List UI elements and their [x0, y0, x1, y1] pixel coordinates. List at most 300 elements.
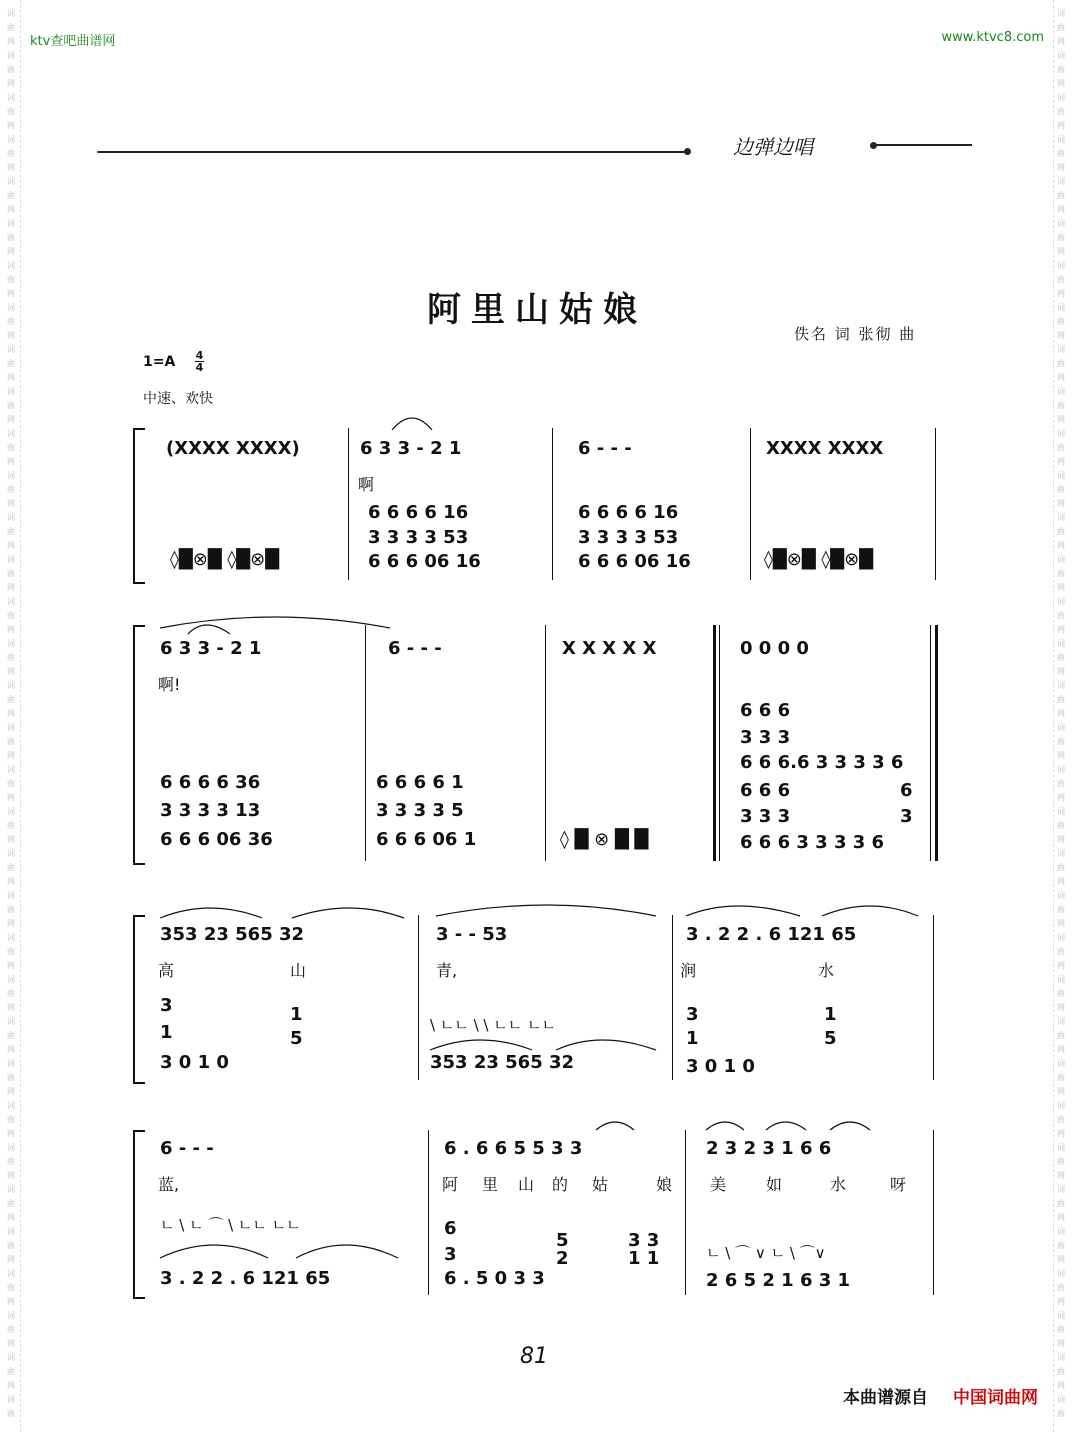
chord-line: 2 6 5 2 1 6 3 1: [706, 1270, 851, 1291]
chord-note: 5: [290, 1028, 303, 1049]
side-watermark-char: 网: [7, 1003, 15, 1012]
side-watermark-char: 词: [7, 765, 15, 774]
lyric: 高: [158, 961, 175, 980]
side-watermark-char: 网: [7, 457, 15, 466]
side-watermark-char: 曲: [7, 1073, 15, 1082]
chord-line: 6 6 6: [740, 700, 791, 721]
chord-line: 6 6 6 3 3 3 3 6: [740, 832, 885, 853]
side-watermark-char: 词: [7, 387, 15, 396]
side-watermark-char: 网: [7, 79, 15, 88]
side-watermark-char: 曲: [7, 1199, 15, 1208]
slur: [556, 1040, 656, 1050]
side-watermark-char: 词: [1057, 345, 1065, 354]
side-watermark-char: 网: [7, 751, 15, 760]
side-watermark-char: 词: [1057, 849, 1065, 858]
side-watermark-char: 曲: [7, 233, 15, 242]
side-watermark-char: 曲: [1057, 485, 1065, 494]
side-watermark-char: 曲: [7, 1157, 15, 1166]
side-watermark-char: 网: [7, 1087, 15, 1096]
side-watermark-char: 曲: [1057, 1241, 1065, 1250]
side-watermark-char: 词: [7, 429, 15, 438]
side-watermark-char: 词: [7, 1017, 15, 1026]
side-watermark-char: 词: [1057, 1059, 1065, 1068]
side-watermark-char: 曲: [7, 695, 15, 704]
side-watermark-char: 曲: [1057, 653, 1065, 662]
side-watermark-char: 词: [7, 1143, 15, 1152]
side-watermark-char: 网: [1057, 961, 1065, 970]
side-watermark-char: 曲: [7, 443, 15, 452]
melody-measure: 3 . 2 2 . 6 121 65: [686, 924, 857, 945]
side-watermark-char: 网: [7, 373, 15, 382]
side-watermark-char: 曲: [1057, 443, 1065, 452]
side-watermark-char: 词: [1057, 219, 1065, 228]
slur: [686, 906, 800, 916]
side-watermark-char: 网: [1057, 1339, 1065, 1348]
chord-note: 6: [444, 1218, 457, 1239]
side-watermark-char: 曲: [7, 653, 15, 662]
lyric: 青,: [436, 961, 458, 980]
chord-line: 3 . 2 2 . 6 121 65: [160, 1268, 331, 1289]
side-watermark-char: 网: [1057, 1255, 1065, 1264]
side-watermark-char: 词: [1057, 723, 1065, 732]
lyric: 啊: [358, 475, 375, 494]
side-watermark-char: 词: [1057, 51, 1065, 60]
melody-measure: 2 3 2 3 1 6 6: [706, 1138, 832, 1159]
side-watermark-char: 网: [7, 1129, 15, 1138]
chord-line: 3 3 3 3 13: [160, 800, 261, 821]
side-watermark-char: 网: [1057, 415, 1065, 424]
side-watermark-char: 网: [7, 415, 15, 424]
chord-line: 6 6 6 6 16: [578, 502, 679, 523]
side-watermark-char: 词: [7, 849, 15, 858]
percussion-pattern: ◊ █ ⊗ █ █: [560, 829, 649, 850]
side-watermark-char: 网: [7, 835, 15, 844]
slur: [188, 625, 230, 634]
side-watermark-char: 词: [1057, 93, 1065, 102]
side-watermark-char: 词: [7, 639, 15, 648]
side-watermark-char: 词: [1057, 1353, 1065, 1362]
side-watermark-char: 曲: [7, 1241, 15, 1250]
side-watermark-char: 曲: [1057, 317, 1065, 326]
side-watermark-char: 词: [7, 1269, 15, 1278]
lyric: 呀: [890, 1175, 907, 1194]
slur: [436, 905, 656, 916]
chord-line: 6 6 6 06 16: [578, 551, 691, 572]
side-watermark-char: 网: [7, 919, 15, 928]
chord-note: 1: [686, 1028, 699, 1049]
side-watermark-char: 曲: [7, 611, 15, 620]
side-watermark-char: 词: [7, 807, 15, 816]
side-watermark-char: 词: [1057, 135, 1065, 144]
side-watermark-char: 曲: [1057, 821, 1065, 830]
strum-marks: \ ㄴㄴ \ \ ㄴㄴ ㄴㄴ: [430, 1016, 556, 1034]
side-watermark-char: 词: [1057, 1185, 1065, 1194]
side-watermark-char: 网: [1057, 709, 1065, 718]
tempo-marking: 中速、欢快: [143, 391, 213, 407]
side-watermark-char: 曲: [7, 149, 15, 158]
side-watermark-char: 词: [7, 1353, 15, 1362]
side-watermark-char: 曲: [7, 485, 15, 494]
side-watermark-char: 曲: [7, 317, 15, 326]
side-watermark-char: 曲: [7, 107, 15, 116]
side-watermark-char: 网: [1057, 877, 1065, 886]
side-watermark-char: 网: [1057, 499, 1065, 508]
side-watermark-char: 曲: [7, 1115, 15, 1124]
side-watermark-char: 曲: [1057, 1073, 1065, 1082]
lyric: 里: [482, 1175, 499, 1194]
melody-measure: 6 - - -: [388, 638, 442, 659]
side-watermark-char: 曲: [1057, 737, 1065, 746]
side-watermark-char: 网: [7, 583, 15, 592]
side-watermark-char: 词: [7, 261, 15, 270]
chord-line: 6 6 6 6 1: [376, 772, 464, 793]
side-watermark-char: 曲: [7, 1325, 15, 1334]
melody-measure: 3 - - 53: [436, 924, 508, 945]
side-watermark-char: 曲: [1057, 1031, 1065, 1040]
chord-line: 3 3 3 3 53: [368, 527, 469, 548]
chord-line: 6 . 5 0 3 3: [444, 1268, 545, 1289]
side-watermark-char: 网: [1057, 625, 1065, 634]
lyric: 娘: [656, 1175, 673, 1194]
side-watermark-char: 曲: [1057, 1115, 1065, 1124]
chord-note: 3: [160, 995, 173, 1016]
side-watermark-char: 曲: [7, 1031, 15, 1040]
side-watermark-char: 词: [7, 1395, 15, 1404]
side-watermark-char: 词: [1057, 639, 1065, 648]
side-watermark-char: 网: [1057, 373, 1065, 382]
side-watermark-char: 网: [1057, 37, 1065, 46]
side-watermark-char: 词: [1057, 975, 1065, 984]
side-watermark-char: 网: [1057, 1381, 1065, 1390]
side-watermark-char: 曲: [1057, 863, 1065, 872]
chord-line: 3 3 3 3 5: [376, 800, 464, 821]
strum-marks: ㄴ \ ㄴ ⌒ \ ㄴㄴ ㄴㄴ: [160, 1216, 301, 1234]
side-watermark-char: 网: [7, 667, 15, 676]
lyric: 阿: [442, 1175, 459, 1194]
side-watermark-char: 曲: [1057, 947, 1065, 956]
page-number: 81: [520, 1344, 548, 1369]
lyric: 的: [552, 1175, 569, 1194]
chord-note: 3 3: [628, 1230, 660, 1251]
chord-note: 1: [160, 1022, 173, 1043]
side-watermark-char: 网: [7, 37, 15, 46]
lyric: 美: [710, 1175, 727, 1194]
lyric: 山: [518, 1175, 535, 1194]
side-watermark-char: 曲: [1057, 1283, 1065, 1292]
side-watermark-char: 词: [7, 93, 15, 102]
side-watermark-char: 词: [1057, 1143, 1065, 1152]
side-watermark-char: 词: [1057, 807, 1065, 816]
side-watermark-char: 词: [7, 135, 15, 144]
side-watermark-char: 曲: [7, 527, 15, 536]
side-watermark-char: 网: [1057, 1297, 1065, 1306]
side-watermark-char: 词: [1057, 1017, 1065, 1026]
side-watermark-char: 词: [7, 303, 15, 312]
side-watermark-char: 网: [1057, 1087, 1065, 1096]
side-watermark-char: 词: [1057, 597, 1065, 606]
chord-line: 353 23 565 32: [430, 1052, 575, 1073]
side-watermark-char: 网: [1057, 1129, 1065, 1138]
side-watermark-char: 词: [1057, 261, 1065, 270]
lyric: 如: [766, 1175, 783, 1194]
lyric: 水: [830, 1175, 847, 1194]
side-watermark-char: 曲: [1057, 611, 1065, 620]
side-watermark-char: 词: [1057, 429, 1065, 438]
melody-measure: 6 - - -: [160, 1138, 214, 1159]
lyric: 山: [290, 961, 307, 980]
side-watermark-char: 曲: [7, 821, 15, 830]
lyric: 水: [818, 961, 835, 980]
slur: [706, 1122, 744, 1130]
source-site: 中国词曲网: [953, 1388, 1038, 1408]
slur: [160, 617, 390, 628]
side-watermark-char: 曲: [7, 191, 15, 200]
side-watermark-char: 曲: [1057, 569, 1065, 578]
side-watermark-char: 网: [7, 877, 15, 886]
side-watermark-char: 网: [1057, 1171, 1065, 1180]
chord-note: 5: [556, 1230, 569, 1251]
side-watermark-char: 词: [7, 1185, 15, 1194]
side-watermark-char: 网: [7, 205, 15, 214]
chord-note: 5: [824, 1028, 837, 1049]
side-watermark-char: 网: [7, 1045, 15, 1054]
side-watermark-char: 网: [7, 709, 15, 718]
side-watermark-char: 词: [7, 1059, 15, 1068]
side-watermark-char: 曲: [1057, 1199, 1065, 1208]
side-watermark-char: 网: [7, 163, 15, 172]
percussion-pattern: ◊█⊗█ ◊█⊗█: [170, 549, 280, 570]
side-watermark-char: 网: [1057, 79, 1065, 88]
side-watermark-char: 网: [1057, 331, 1065, 340]
side-watermark-char: 词: [1057, 303, 1065, 312]
side-watermark-char: 网: [7, 1171, 15, 1180]
side-watermark-char: 网: [7, 499, 15, 508]
side-watermark-char: 词: [7, 513, 15, 522]
side-watermark-char: 词: [1057, 681, 1065, 690]
side-watermark-char: 网: [1057, 247, 1065, 256]
melody-measure: XXXX XXXX: [766, 438, 884, 459]
lyric: 啊!: [158, 675, 181, 694]
side-watermark-char: 词: [7, 1227, 15, 1236]
slur: [292, 908, 404, 918]
slur: [830, 1122, 870, 1130]
side-watermark-char: 词: [7, 933, 15, 942]
side-watermark-char: 网: [1057, 793, 1065, 802]
slur: [160, 1245, 268, 1258]
side-watermark-char: 曲: [7, 737, 15, 746]
side-watermark-char: 曲: [1057, 275, 1065, 284]
side-watermark-char: 词: [7, 555, 15, 564]
side-watermark-char: 曲: [1057, 191, 1065, 200]
chord-line: 6 6 6: [740, 780, 791, 801]
chord-line: 6 6 6 6 16: [368, 502, 469, 523]
side-watermark-char: 词: [7, 975, 15, 984]
slur: [430, 1040, 532, 1050]
side-watermark-char: 词: [1057, 471, 1065, 480]
side-watermark-char: 曲: [1057, 527, 1065, 536]
side-watermark-char: 词: [7, 723, 15, 732]
slur: [766, 1122, 806, 1130]
side-watermark-char: 词: [1057, 9, 1065, 18]
side-watermark-char: 曲: [7, 989, 15, 998]
time-sig-bottom: 4: [195, 361, 204, 374]
melody-measure: 353 23 565 32: [160, 924, 305, 945]
side-watermark-char: 词: [7, 1311, 15, 1320]
chord-note: 1 1: [628, 1248, 660, 1269]
side-watermark-char: 网: [7, 247, 15, 256]
chord-note: 2: [556, 1248, 569, 1269]
side-watermark-char: 曲: [7, 569, 15, 578]
melody-measure: 6 3 3 - 2 1: [360, 438, 462, 459]
chord-line: 3 3 3 3 53: [578, 527, 679, 548]
melody-measure: 0 0 0 0: [740, 638, 809, 659]
side-watermark-char: 词: [7, 219, 15, 228]
side-watermark-char: 曲: [7, 947, 15, 956]
side-watermark-char: 词: [7, 51, 15, 60]
side-watermark-char: 词: [7, 345, 15, 354]
chord-note: 1: [824, 1004, 837, 1025]
side-watermark-char: 网: [1057, 1003, 1065, 1012]
chord-line: 6 6 6.6 3 3 3 3 6: [740, 752, 904, 773]
side-watermark-char: 网: [7, 541, 15, 550]
chord-line: 3 0 1 0: [686, 1056, 755, 1077]
side-watermark-char: 曲: [1057, 233, 1065, 242]
side-watermark-char: 曲: [7, 65, 15, 74]
side-watermark-char: 曲: [1057, 65, 1065, 74]
source-prefix: 本曲谱源自: [843, 1388, 928, 1408]
side-watermark-char: 词: [7, 9, 15, 18]
slur: [596, 1122, 634, 1130]
side-watermark-char: 网: [1057, 919, 1065, 928]
chord-line: 6: [900, 780, 913, 801]
side-watermark-char: 曲: [1057, 23, 1065, 32]
song-title: 阿里山姑娘: [427, 290, 647, 330]
side-watermark-char: 词: [1057, 1101, 1065, 1110]
side-watermark-char: 曲: [1057, 1367, 1065, 1376]
melody-measure: 6 3 3 - 2 1: [160, 638, 262, 659]
side-watermark-char: 词: [1057, 933, 1065, 942]
side-watermark-char: 网: [1057, 583, 1065, 592]
side-watermark-char: 词: [1057, 555, 1065, 564]
side-watermark-char: 词: [7, 471, 15, 480]
lyric: 涧: [680, 961, 697, 980]
melody-measure: (XXXX XXXX): [166, 438, 300, 459]
side-watermark-char: 词: [7, 1101, 15, 1110]
side-watermark-char: 曲: [1057, 149, 1065, 158]
side-watermark-char: 网: [1057, 541, 1065, 550]
side-watermark-char: 网: [7, 961, 15, 970]
side-watermark-char: 网: [1057, 751, 1065, 760]
melody-measure: 6 - - -: [578, 438, 632, 459]
slur: [296, 1245, 398, 1258]
side-watermark-char: 曲: [1057, 359, 1065, 368]
side-watermark-char: 词: [1057, 1269, 1065, 1278]
section-label: 边弹边唱: [733, 135, 813, 159]
side-watermark-char: 曲: [7, 275, 15, 284]
side-watermark-char: 曲: [1057, 905, 1065, 914]
side-watermark-char: 曲: [7, 863, 15, 872]
chord-line: 3 3 3: [740, 806, 791, 827]
side-watermark-char: 网: [7, 625, 15, 634]
watermark-site-right: www.ktvc8.com: [941, 30, 1044, 45]
side-watermark-char: 曲: [7, 1367, 15, 1376]
side-watermark-char: 曲: [1057, 695, 1065, 704]
side-watermark-char: 词: [1057, 765, 1065, 774]
side-watermark-char: 词: [1057, 1311, 1065, 1320]
side-watermark-char: 网: [7, 289, 15, 298]
side-watermark-char: 词: [1057, 387, 1065, 396]
side-watermark-char: 曲: [1057, 989, 1065, 998]
chord-line: 6 6 6 06 1: [376, 829, 477, 850]
side-watermark-char: 词: [1057, 513, 1065, 522]
side-watermark-char: 词: [7, 681, 15, 690]
chord-line: 3: [900, 806, 913, 827]
lyric: 姑: [592, 1175, 609, 1194]
lyric: 蓝,: [158, 1175, 180, 1194]
side-watermark-char: 网: [7, 1381, 15, 1390]
side-watermark-char: 曲: [7, 359, 15, 368]
side-watermark-char: 网: [1057, 289, 1065, 298]
side-watermark-char: 曲: [1057, 779, 1065, 788]
side-watermark-char: 曲: [1057, 1325, 1065, 1334]
chord-line: 3 0 1 0: [160, 1052, 229, 1073]
side-watermark-char: 网: [1057, 457, 1065, 466]
percussion-pattern: ◊█⊗█ ◊█⊗█: [764, 549, 874, 570]
side-watermark-char: 曲: [7, 905, 15, 914]
slur: [822, 906, 918, 916]
side-watermark-char: 网: [7, 1255, 15, 1264]
strum-marks: ㄴ \ ⌒ ∨ ㄴ \ ⌒∨: [706, 1244, 826, 1262]
side-watermark-char: 曲: [7, 23, 15, 32]
side-watermark-char: 网: [7, 1213, 15, 1222]
side-watermark-char: 曲: [1057, 401, 1065, 410]
side-watermark-char: 词: [1057, 1395, 1065, 1404]
side-watermark-char: 曲: [7, 1409, 15, 1418]
side-watermark-char: 词: [7, 177, 15, 186]
side-watermark-char: 网: [7, 1297, 15, 1306]
side-watermark-char: 曲: [7, 1283, 15, 1292]
melody-measure: 6 . 6 6 5 5 3 3: [444, 1138, 583, 1159]
side-watermark-char: 网: [1057, 205, 1065, 214]
chord-note: 1: [290, 1004, 303, 1025]
side-watermark-char: 网: [1057, 163, 1065, 172]
chord-note: 3: [686, 1004, 699, 1025]
side-watermark-char: 词: [1057, 891, 1065, 900]
side-watermark-char: 词: [7, 891, 15, 900]
slur: [392, 418, 432, 430]
time-sig-top: 4: [195, 349, 204, 362]
side-watermark-char: 网: [7, 1339, 15, 1348]
side-watermark-char: 曲: [7, 779, 15, 788]
chord-line: 3 3 3: [740, 727, 791, 748]
melody-measure: X X X X X: [562, 638, 657, 659]
chord-line: 6 6 6 06 36: [160, 829, 273, 850]
side-watermark-char: 曲: [7, 401, 15, 410]
chord-line: 6 6 6 6 36: [160, 772, 261, 793]
side-watermark-char: 网: [1057, 835, 1065, 844]
side-watermark-char: 网: [7, 793, 15, 802]
side-watermark-char: 网: [1057, 1213, 1065, 1222]
side-watermark-char: 词: [1057, 177, 1065, 186]
slur: [160, 908, 262, 918]
key-signature: 1=A: [143, 354, 176, 370]
side-watermark-char: 网: [7, 121, 15, 130]
side-watermark-char: 词: [1057, 1227, 1065, 1236]
song-credits: 佚名 词 张彻 曲: [794, 325, 917, 343]
side-watermark-char: 词: [7, 597, 15, 606]
chord-line: 6 6 6 06 16: [368, 551, 481, 572]
side-watermark-char: 网: [7, 331, 15, 340]
